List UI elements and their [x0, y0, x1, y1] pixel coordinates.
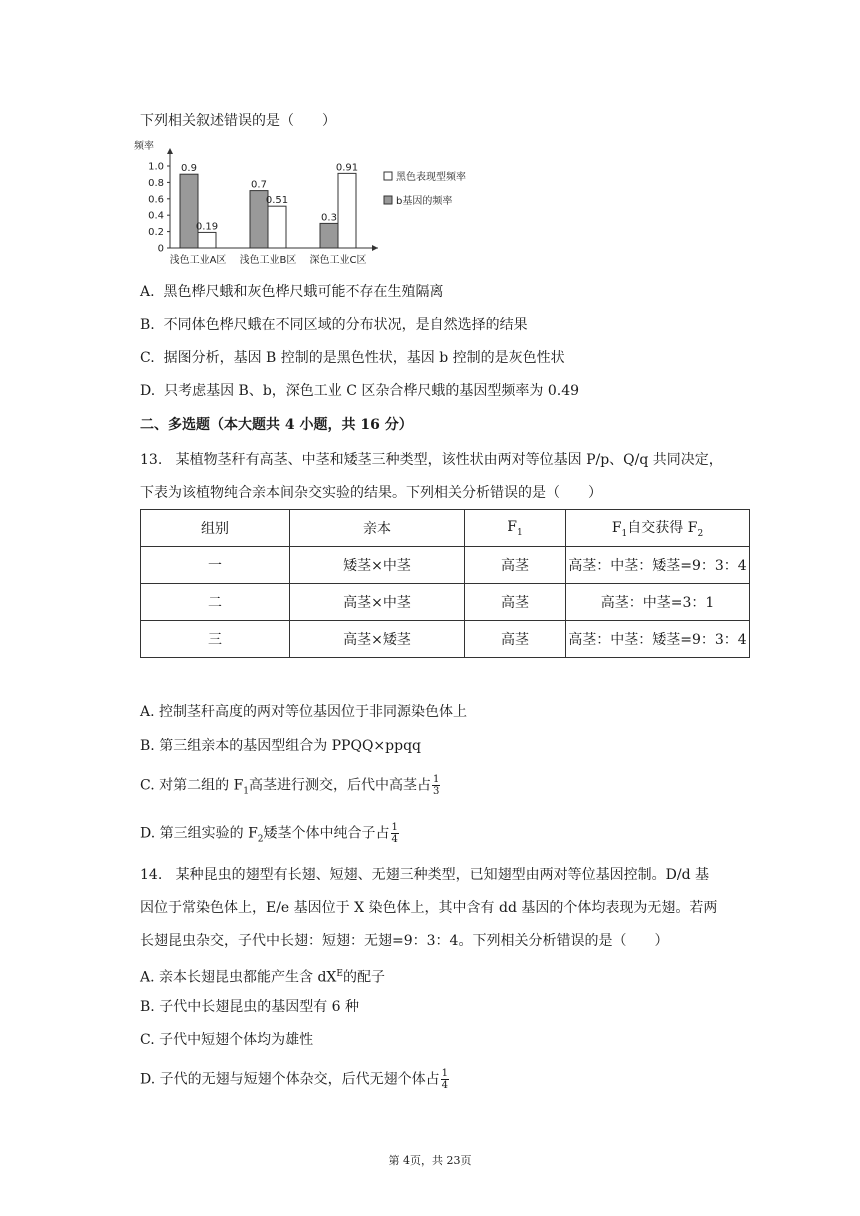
cell-group: 一 — [141, 547, 290, 584]
fraction: $\frac{1}{4}$ — [441, 1068, 448, 1091]
q12-option-c: C. 据图分析，基因 B 控制的是黑色性状，基因 b 控制的是灰色性状 — [140, 350, 565, 366]
cell-group: 三 — [141, 621, 290, 658]
cell-f1: 高茎 — [465, 584, 566, 621]
data-label: 0.7 — [251, 179, 267, 191]
q12-option-d: D. 只考虑基因 B、b，深色工业 C 区杂合桦尺蛾的基因型频率为 0.49 — [140, 383, 580, 399]
bar — [268, 206, 286, 248]
cell-parents: 矮茎×中茎 — [290, 547, 465, 584]
y-tick-label: 1.0 — [148, 161, 164, 173]
cell-f2: 高茎：中茎：矮茎=9：3：4 — [566, 621, 750, 658]
data-label: 0.51 — [265, 195, 289, 207]
cell-parents: 高茎×中茎 — [290, 584, 465, 621]
header-f2: $F_1$自交获得 $F_2$ — [566, 510, 750, 547]
legend-swatch — [384, 196, 392, 204]
y-tick-label: 0.8 — [148, 177, 164, 189]
data-label: 0.3 — [321, 212, 337, 224]
q14-option-c: C. 子代中短翅个体均为雄性 — [140, 1032, 314, 1048]
category-label: 深色工业C区 — [309, 255, 367, 266]
cell-group: 二 — [141, 584, 290, 621]
q12-stem: 下列相关叙述错误的是（ ） — [140, 113, 336, 129]
legend-swatch — [384, 172, 392, 180]
cell-parents: 高茎×矮茎 — [290, 621, 465, 658]
y-tick-label: 0.4 — [148, 210, 164, 222]
category-label: 浅色工业B区 — [239, 255, 297, 266]
q14-stem-line3: 长翅昆虫杂交，子代中长翅：短翅：无翅=9：3：4。下列相关分析错误的是（ ） — [140, 933, 669, 949]
legend-label: b基因的频率 — [396, 196, 453, 207]
table-row — [141, 584, 750, 621]
section-title: 二、多选题（本大题共 4 小题，共 16 分） — [140, 417, 413, 433]
q13-stem-line2: 下表为该植物纯合亲本间杂交实验的结果。下列相关分析错误的是（ ） — [140, 485, 602, 501]
q14-option-d: D. 子代的无翅与短翅个体杂交，后代无翅个体占 $\frac{1}{4}$ — [140, 1068, 448, 1091]
cell-f1: 高茎 — [465, 621, 566, 658]
q12-option-a: A. 黑色桦尺蛾和灰色桦尺蛾可能不存在生殖隔离 — [140, 284, 444, 300]
header-f1: $F_1$ — [465, 510, 566, 547]
table-row — [141, 621, 750, 658]
data-label: 0.91 — [335, 162, 359, 174]
q14-option-a: A. 亲本长翅昆虫都能产生含 $dX^E$的配子 — [140, 969, 385, 986]
y-tick-label: 0.2 — [148, 227, 164, 239]
cell-f1: 高茎 — [465, 547, 566, 584]
cell-f2: 高茎：中茎=3：1 — [566, 584, 750, 621]
q12-option-b: B. 不同体色桦尺蛾在不同区域的分布状况，是自然选择的结果 — [140, 317, 528, 333]
bar — [198, 232, 216, 248]
q13-stem-line1: 13. 某植物茎秆有高茎、中茎和矮茎三种类型，该性状由两对等位基因 P/p、Q/q 共同决定， — [140, 452, 723, 468]
y-tick-label: 0.6 — [148, 194, 164, 206]
bar — [338, 173, 356, 248]
data-label: 0.19 — [195, 221, 219, 233]
q14-stem-line1: 14. 某种昆虫的翅型有长翅、短翅、无翅三种类型，已知翅型由两对等位基因控制。D/d 基 — [140, 867, 709, 883]
q13-option-a: A. 控制茎秆高度的两对等位基因位于非同源染色体上 — [140, 704, 468, 720]
bar — [180, 174, 198, 248]
page-footer: 第 4页，共 23页 — [388, 1154, 472, 1167]
cell-f2: 高茎：中茎：矮茎=9：3：4 — [566, 547, 750, 584]
y-axis-arrow — [167, 148, 173, 154]
y-tick-label: 0 — [157, 243, 164, 255]
header-group: 组别 — [141, 510, 290, 547]
bar-chart — [130, 140, 490, 272]
q14-option-b: B. 子代中长翅昆虫的基因型有 6 种 — [140, 999, 359, 1015]
legend-label: 黑色表现型频率 — [396, 172, 466, 183]
header-parents: 亲本 — [290, 510, 465, 547]
table-header-row — [141, 510, 750, 547]
table-row — [141, 547, 750, 584]
cross-results-table — [140, 509, 750, 658]
fraction: $\frac{1}{4}$ — [391, 822, 398, 845]
bar — [320, 223, 338, 248]
q13-option-c: C. 对第二组的 $F_1$高茎进行测交，后代中高茎占 $\frac{1}{3}$ — [140, 774, 440, 797]
fraction: $\frac{1}{3}$ — [433, 774, 440, 797]
x-axis-arrow — [372, 245, 378, 251]
category-label: 浅色工业A区 — [169, 255, 227, 266]
q14-stem-line2: 因位于常染色体上，E/e 基因位于 X 染色体上，其中含有 dd 基因的个体均表现为无翅。若两 — [140, 900, 718, 916]
q13-option-d: D. 第三组实验的 $F_2$矮茎个体中纯合子占 $\frac{1}{4}$ — [140, 822, 398, 845]
y-axis-label: 频率 — [134, 141, 154, 152]
data-label: 0.9 — [181, 163, 197, 175]
q13-option-b: B. 第三组亲本的基因型组合为 PPQQ×ppqq — [140, 738, 422, 754]
